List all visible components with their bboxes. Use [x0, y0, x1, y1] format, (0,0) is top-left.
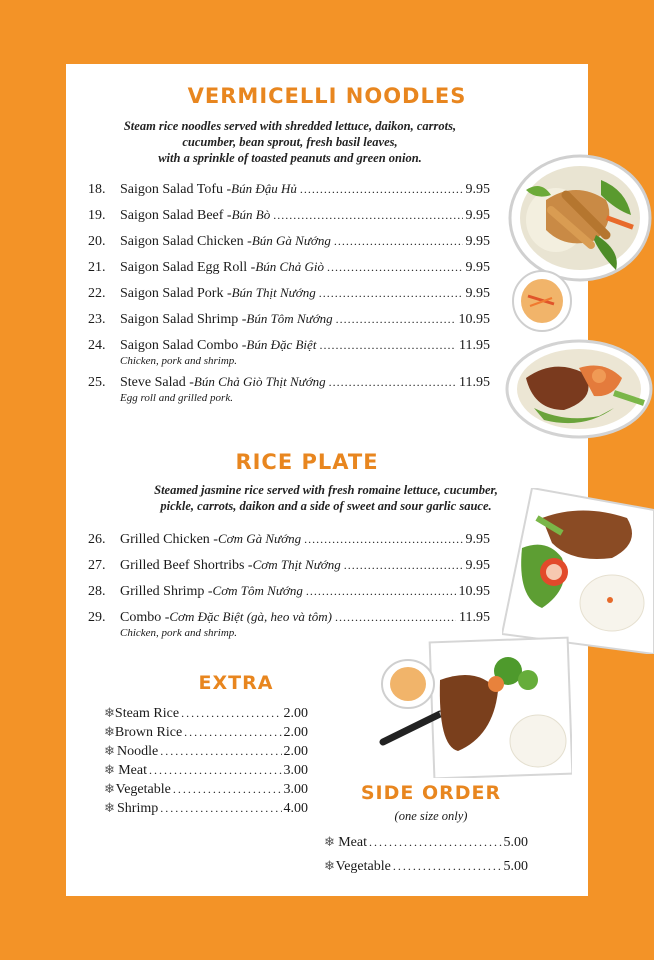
section-title-vermicelli: VERMICELLI NOODLES [187, 84, 467, 108]
snowflake-icon: ❄ [104, 705, 115, 720]
snowflake-icon: ❄ [324, 834, 335, 849]
section-title-extra: EXTRA [198, 672, 274, 694]
item-note: Egg roll and grilled pork. [120, 392, 233, 404]
list-item: ❄ Shrimp ..... 4.00 [104, 800, 308, 819]
snowflake-icon: ❄ [104, 743, 115, 758]
menu-item: 26. Grilled Chicken - Cơm Gà Nướng ..... 9.95 [88, 531, 490, 557]
menu-item: 19. Saigon Salad Beef - Bún Bò ..... 9.95 [88, 207, 490, 233]
menu-item: 25. Steve Salad - Bún Chả Giò Thịt Nướng ..... 11.95 Egg roll and grilled pork. [88, 374, 490, 411]
rice-plate-items [88, 531, 490, 646]
snowflake-icon: ❄ [104, 762, 115, 777]
menu-item: 20. Saigon Salad Chicken - Bún Gà Nướng ..... 9.95 [88, 233, 490, 259]
extra-list [104, 705, 308, 819]
rice-plate-description: Steamed jasmine rice served with fresh romaine lettuce, cucumber, pickle, carrots, daikon and a side of sweet and sour garlic sauce. [154, 483, 498, 513]
menu-item: 28. Grilled Shrimp - Cơm Tôm Nướng ..... 10.95 [88, 583, 490, 609]
menu-item: 18. Saigon Salad Tofu - Bún Đậu Hủ ..... 9.95 [88, 181, 490, 207]
side-plate-photo [378, 636, 572, 778]
menu-item: 24. Saigon Salad Combo - Bún Đặc Biệt ..... 11.95 Chicken, pork and shrimp. [88, 337, 490, 374]
snowflake-icon: ❄ [324, 858, 335, 873]
item-note: Chicken, pork and shrimp. [120, 355, 238, 367]
item-note: Chicken, pork and shrimp. [120, 627, 238, 639]
vermicelli-description: Steam rice noodles served with shredded lettuce, daikon, carrots, cucumber, bean sprout, fresh basil leaves, with a sprinkle of toasted peanuts and green onion. [123, 119, 457, 165]
side-order-list [324, 834, 528, 882]
dipping-sauce-photo [510, 268, 574, 334]
menu-item: 22. Saigon Salad Pork - Bún Thịt Nướng ..... 9.95 [88, 285, 490, 311]
menu-item: 23. Saigon Salad Shrimp - Bún Tôm Nướng ..... 10.95 [88, 311, 490, 337]
snowflake-icon: ❄ [104, 781, 115, 796]
list-item: ❄ Meat ..... 5.00 [324, 834, 528, 858]
section-title-rice-plate: RICE PLATE [235, 450, 379, 474]
side-order-subtitle: (one size only) [394, 809, 468, 823]
section-title-side-order: SIDE ORDER [360, 782, 502, 804]
list-item: ❄ Vegetable ..... 3.00 [104, 781, 308, 800]
rice-plate-photo [502, 488, 654, 654]
list-item: ❄ Meat ..... 3.00 [104, 762, 308, 781]
menu-item: 29. Combo - Cơm Đặc Biệt (gà, heo và tôm) ..... 11.95 Chicken, pork and shrimp. [88, 609, 490, 646]
list-item: ❄ Noodle ..... 2.00 [104, 743, 308, 762]
snowflake-icon: ❄ [104, 724, 115, 739]
list-item: ❄ Steam Rice ..... 2.00 [104, 705, 308, 724]
menu-item: 27. Grilled Beef Shortribs - Cơm Thịt Nướng ..... 9.95 [88, 557, 490, 583]
menu-item: 21. Saigon Salad Egg Roll - Bún Chả Giò ..... 9.95 [88, 259, 490, 285]
vermicelli-items [88, 181, 490, 411]
list-item: ❄ Vegetable ..... 5.00 [324, 858, 528, 882]
list-item: ❄ Brown Rice ..... 2.00 [104, 724, 308, 743]
snowflake-icon: ❄ [104, 800, 115, 815]
combo-bowl-photo [504, 338, 654, 440]
